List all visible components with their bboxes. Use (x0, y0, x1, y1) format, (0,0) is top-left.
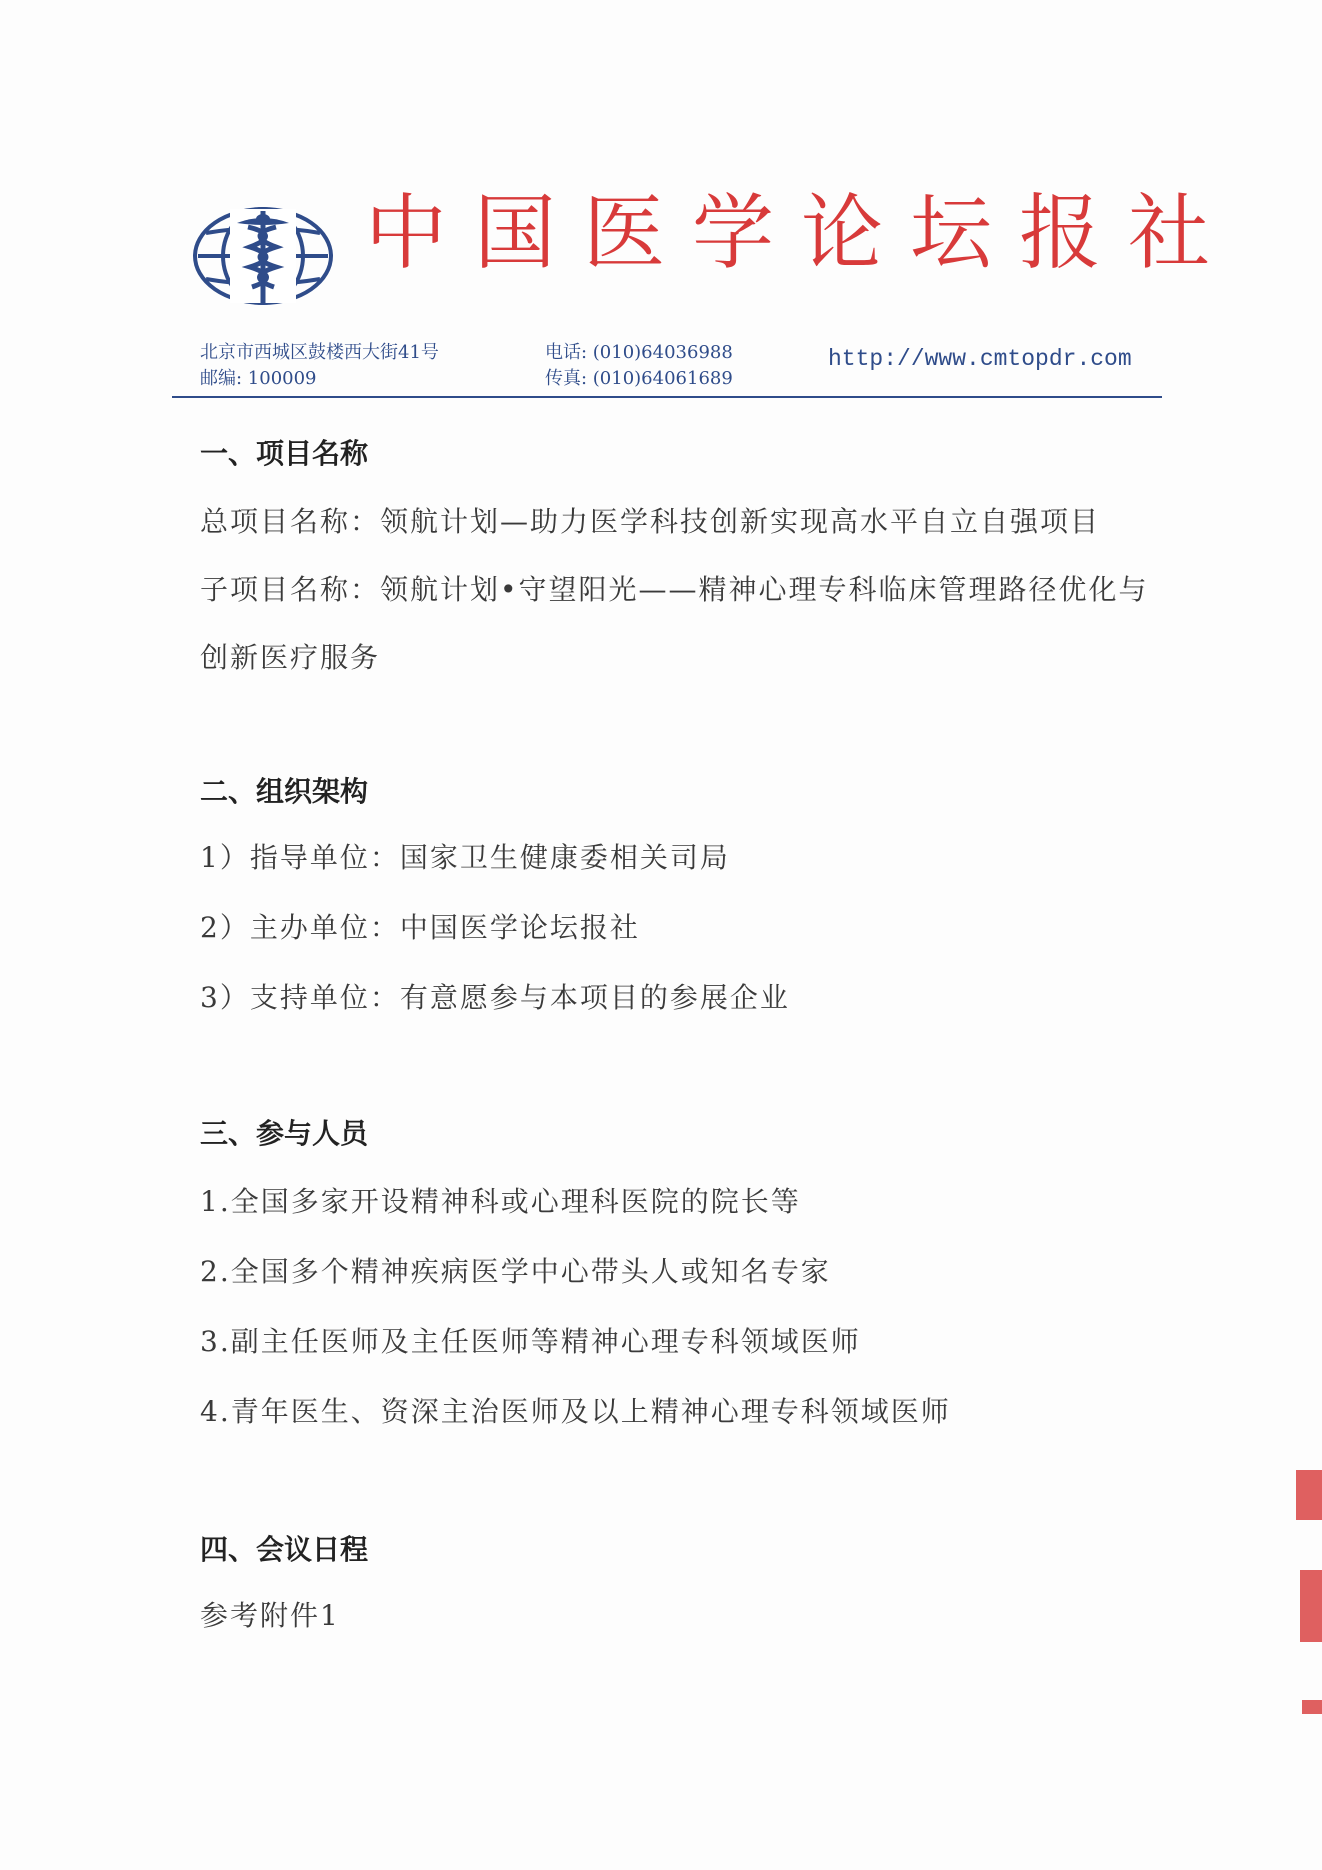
section-heading-project-name: 一、项目名称 (200, 437, 369, 470)
guiding-unit: 1）指导单位：国家卫生健康委相关司局 (200, 841, 730, 874)
sub-project-name: 子项目名称：领航计划•守望阳光——精神心理专科临床管理路径优化与创新医疗服务 (200, 573, 1149, 674)
participant-item: 3.副主任医师及主任医师等精神心理专科领域医师 (200, 1325, 861, 1358)
seal-fragment (1300, 1570, 1322, 1642)
header-divider (172, 396, 1162, 398)
participant-item: 1.全国多家开设精神科或心理科医院的院长等 (200, 1185, 801, 1218)
contact-address-block (200, 340, 439, 392)
postcode-text: 邮编: 100009 (200, 368, 317, 389)
supporting-unit: 3）支持单位：有意愿参与本项目的参展企业 (200, 981, 790, 1014)
section-heading-schedule: 四、会议日程 (200, 1533, 369, 1566)
fax-text: 传真: (010)64061689 (545, 368, 733, 389)
section-heading-organization: 二、组织架构 (200, 775, 369, 808)
contact-phone-block (545, 340, 733, 392)
schedule-reference: 参考附件1 (200, 1599, 340, 1632)
seal-fragment (1296, 1470, 1322, 1520)
participant-item: 2.全国多个精神疾病医学中心带头人或知名专家 (200, 1255, 831, 1288)
globe-caduceus-logo-icon (190, 205, 336, 307)
brand-name: 中国医学论坛报社 (365, 186, 1238, 281)
section-heading-participants: 三、参与人员 (200, 1117, 369, 1150)
overall-project-name: 总项目名称：领航计划—助力医学科技创新实现高水平自立自强项目 (200, 505, 1101, 538)
seal-fragment (1302, 1700, 1322, 1714)
address-text: 北京市西城区鼓楼西大街41号 (200, 342, 439, 363)
participant-item: 4.青年医生、资深主治医师及以上精神心理专科领域医师 (200, 1395, 951, 1428)
website-link[interactable]: http://www.cmtopdr.com (828, 346, 1132, 372)
phone-text: 电话: (010)64036988 (545, 342, 733, 363)
host-unit: 2）主办单位：中国医学论坛报社 (200, 911, 640, 944)
